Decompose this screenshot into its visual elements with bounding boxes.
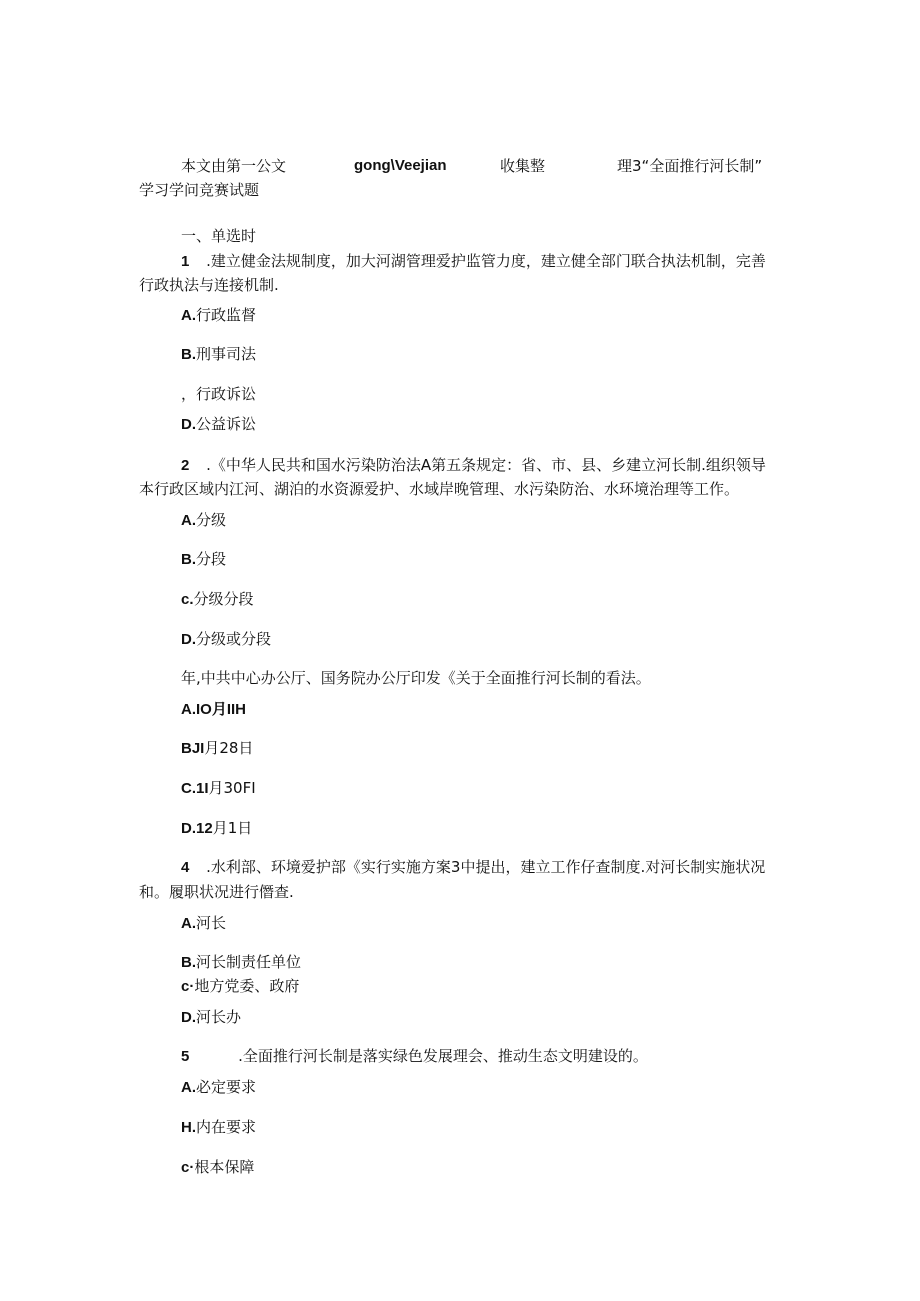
option-letter: A. (181, 701, 196, 718)
option (181, 549, 226, 570)
option-letter: B. (181, 954, 196, 971)
option-text: 河长制责任单位 (196, 953, 302, 971)
question-4-line2: 和。履职状况进行僭查. (139, 883, 294, 901)
header-part3: 收集整 (500, 157, 546, 175)
option (181, 344, 256, 365)
question-text: .建立健金法规制度，加大河湖管理爱护监管力度，建立健全部门联合执法机制，完善 (206, 252, 766, 270)
question-text: .《中华人民共和国水污染防治法A第五条规定：省、市、县、乡建立河长制.组织领导 (206, 456, 766, 474)
question-3: 年,中共中心办公厅、国务院办公厅印发《关于全面推行河长制的看法。 (181, 669, 651, 687)
header-line2: 学习学问竞赛试题 (139, 181, 260, 199)
option (181, 913, 226, 934)
option-text: 内在要求 (196, 1118, 257, 1136)
option (181, 976, 299, 997)
option-letter: c. (181, 591, 194, 608)
option-letter: A. (181, 512, 196, 529)
header-part4: 理3“全面推行河长制” (617, 157, 763, 175)
option-letter: B. (181, 346, 196, 363)
option-text: 分级分段 (193, 590, 254, 608)
option (181, 1157, 254, 1178)
section-title: 一、单选时 (181, 227, 257, 245)
option (181, 699, 246, 720)
option (181, 1117, 256, 1138)
question-1-line2: 行政执法与连接机制. (139, 276, 279, 294)
option-text: ，行政诉讼 (181, 385, 257, 403)
option-text: 分段 (196, 550, 227, 568)
question-4 (181, 857, 765, 878)
option (181, 818, 252, 839)
option-letter: A. (181, 915, 196, 932)
option-letter: A. (181, 307, 196, 324)
option (181, 738, 253, 759)
option-text: 河长 (196, 914, 227, 932)
question-number: 1 (181, 253, 190, 270)
option (181, 1007, 241, 1028)
option (181, 589, 254, 610)
option (181, 510, 226, 531)
option (181, 414, 256, 435)
option-letter: c· (181, 1159, 195, 1176)
option (181, 1077, 256, 1098)
option-text: 分级或分段 (196, 630, 272, 648)
option-text: 月28日 (204, 739, 254, 757)
option-text: 河长办 (196, 1008, 242, 1026)
question-2-line2: 本行政区域内江河、湖泊的水资源爱护、水域岸晚管理、水污染防治、水环境治理等工作。 (139, 480, 740, 498)
header-part2: gong\Veejian (354, 157, 447, 174)
option-text: 公益诉讼 (196, 415, 257, 433)
question-number: 4 (181, 859, 190, 876)
option-letter: BJI (181, 740, 205, 757)
option (181, 629, 271, 650)
option-text: 分级 (196, 511, 227, 529)
option-letter: C.1I (181, 780, 209, 797)
option-letter: D. (181, 1009, 196, 1026)
question-text: .水利部、环境爱护部《实行实施方案3中提出，建立工作仔查制度.对河长制实施状况 (206, 858, 766, 876)
option (181, 305, 256, 326)
option (181, 384, 256, 404)
option-letter: H. (181, 1119, 196, 1136)
option-text: 根本保障 (194, 1158, 255, 1176)
option-letter: D.12 (181, 820, 213, 837)
option-letter: c· (181, 978, 195, 995)
option-letter: B. (181, 551, 196, 568)
question-2 (181, 455, 766, 476)
question-number: 5 (181, 1048, 190, 1065)
option-text: 必定要求 (196, 1078, 257, 1096)
option-letter: A. (181, 1079, 196, 1096)
question-text: .全面推行河长制是落实绿色发展理会、推动生态文明建设的。 (238, 1047, 648, 1065)
option-text: IO月IIH (196, 701, 247, 718)
option (181, 778, 256, 799)
option-text: 月1日 (212, 819, 253, 837)
option-letter: D. (181, 416, 196, 433)
option-text: 地方党委、政府 (194, 977, 300, 995)
question-number: 2 (181, 457, 190, 474)
question-1 (181, 251, 766, 272)
option (181, 952, 301, 973)
question-5 (181, 1046, 648, 1067)
option-text: 刑事司法 (196, 345, 257, 363)
option-text: 月30FI (208, 779, 256, 797)
header-part1: 本文由第一公文 (181, 157, 287, 175)
option-text: 行政监督 (196, 306, 257, 324)
option-letter: D. (181, 631, 196, 648)
